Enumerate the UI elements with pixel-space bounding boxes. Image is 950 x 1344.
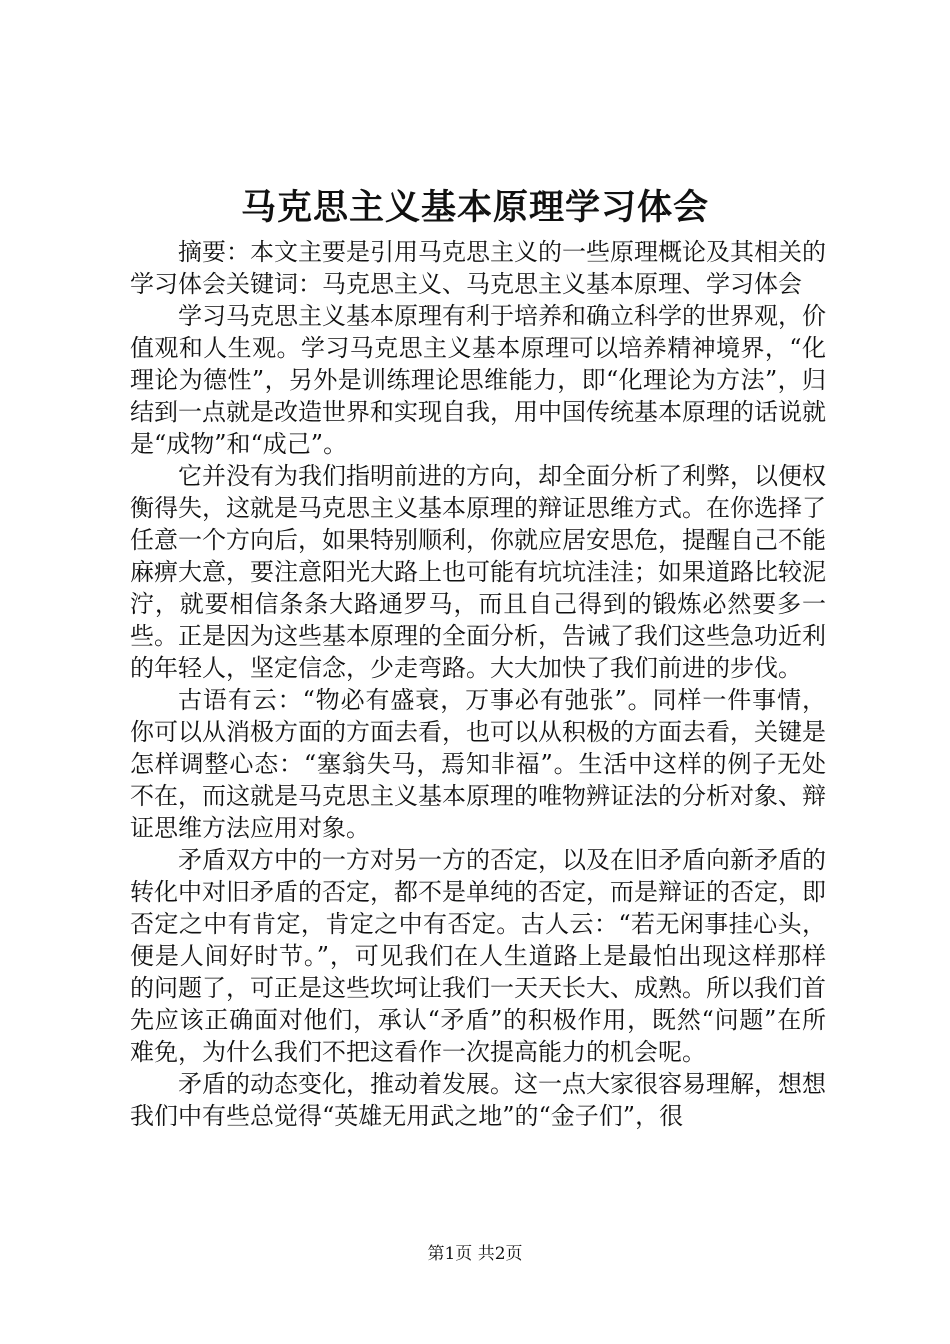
document-body xyxy=(130,236,826,1132)
body-paragraph: 矛盾双方中的一方对另一方的否定，以及在旧矛盾向新矛盾的转化中对旧矛盾的否定，都不是单纯的否定，而是辩证的否定，即否定之中有肯定，肯定之中有否定。古人云：“若无闲事挂心头，便是人间好时节。”，可见我们在人生道路上是最怕出现这样那样的问题了，可正是这些坎坷让我们一天天长大、成熟。所以我们首先应该正确面对他们，承认“矛盾”的积极作用，既然“问题”在所难免，为什么我们不把这看作一次提高能力的机会呢。 xyxy=(130,846,826,1066)
document-title: 马克思主义基本原理学习体会 xyxy=(240,188,709,228)
page-footer: 第1页 共2页 xyxy=(427,1244,523,1264)
body-paragraph: 矛盾的动态变化，推动着发展。这一点大家很容易理解，想想我们中有些总觉得“英雄无用武之地”的“金子们”，很 xyxy=(130,1070,826,1130)
abstract-paragraph: 摘要：本文主要是引用马克思主义的一些原理概论及其相关的学习体会关键词：马克思主义、马克思主义基本原理、学习体会 xyxy=(130,238,826,298)
body-paragraph: 它并没有为我们指明前进的方向，却全面分析了利弊，以便权衡得失，这就是马克思主义基本原理的辩证思维方式。在你选择了任意一个方向后，如果特别顺利，你就应居安思危，提醒自己不能麻痹大意，要注意阳光大路上也可能有坑坑洼洼；如果道路比较泥泞，就要相信条条大路通罗马，而且自己得到的锻炼必然要多一些。正是因为这些基本原理的全面分析，告诫了我们这些急功近利的年轻人，坚定信念，少走弯路。大大加快了我们前进的步伐。 xyxy=(130,462,826,682)
body-paragraph: 学习马克思主义基本原理有利于培养和确立科学的世界观，价值观和人生观。学习马克思主义基本原理可以培养精神境界，“化理论为德性”，另外是训练理论思维能力，即“化理论为方法”，归结到一点就是改造世界和实现自我，用中国传统基本原理的话说就是“成物”和“成己”。 xyxy=(130,302,826,458)
body-paragraph: 古语有云：“物必有盛衰，万事必有弛张”。同样一件事情，你可以从消极方面的方面去看，也可以从积极的方面去看，关键是怎样调整心态：“塞翁失马，焉知非福”。生活中这样的例子无处不在，而这就是马克思主义基本原理的唯物辨证法的分析对象、辩证思维方法应用对象。 xyxy=(130,686,826,842)
